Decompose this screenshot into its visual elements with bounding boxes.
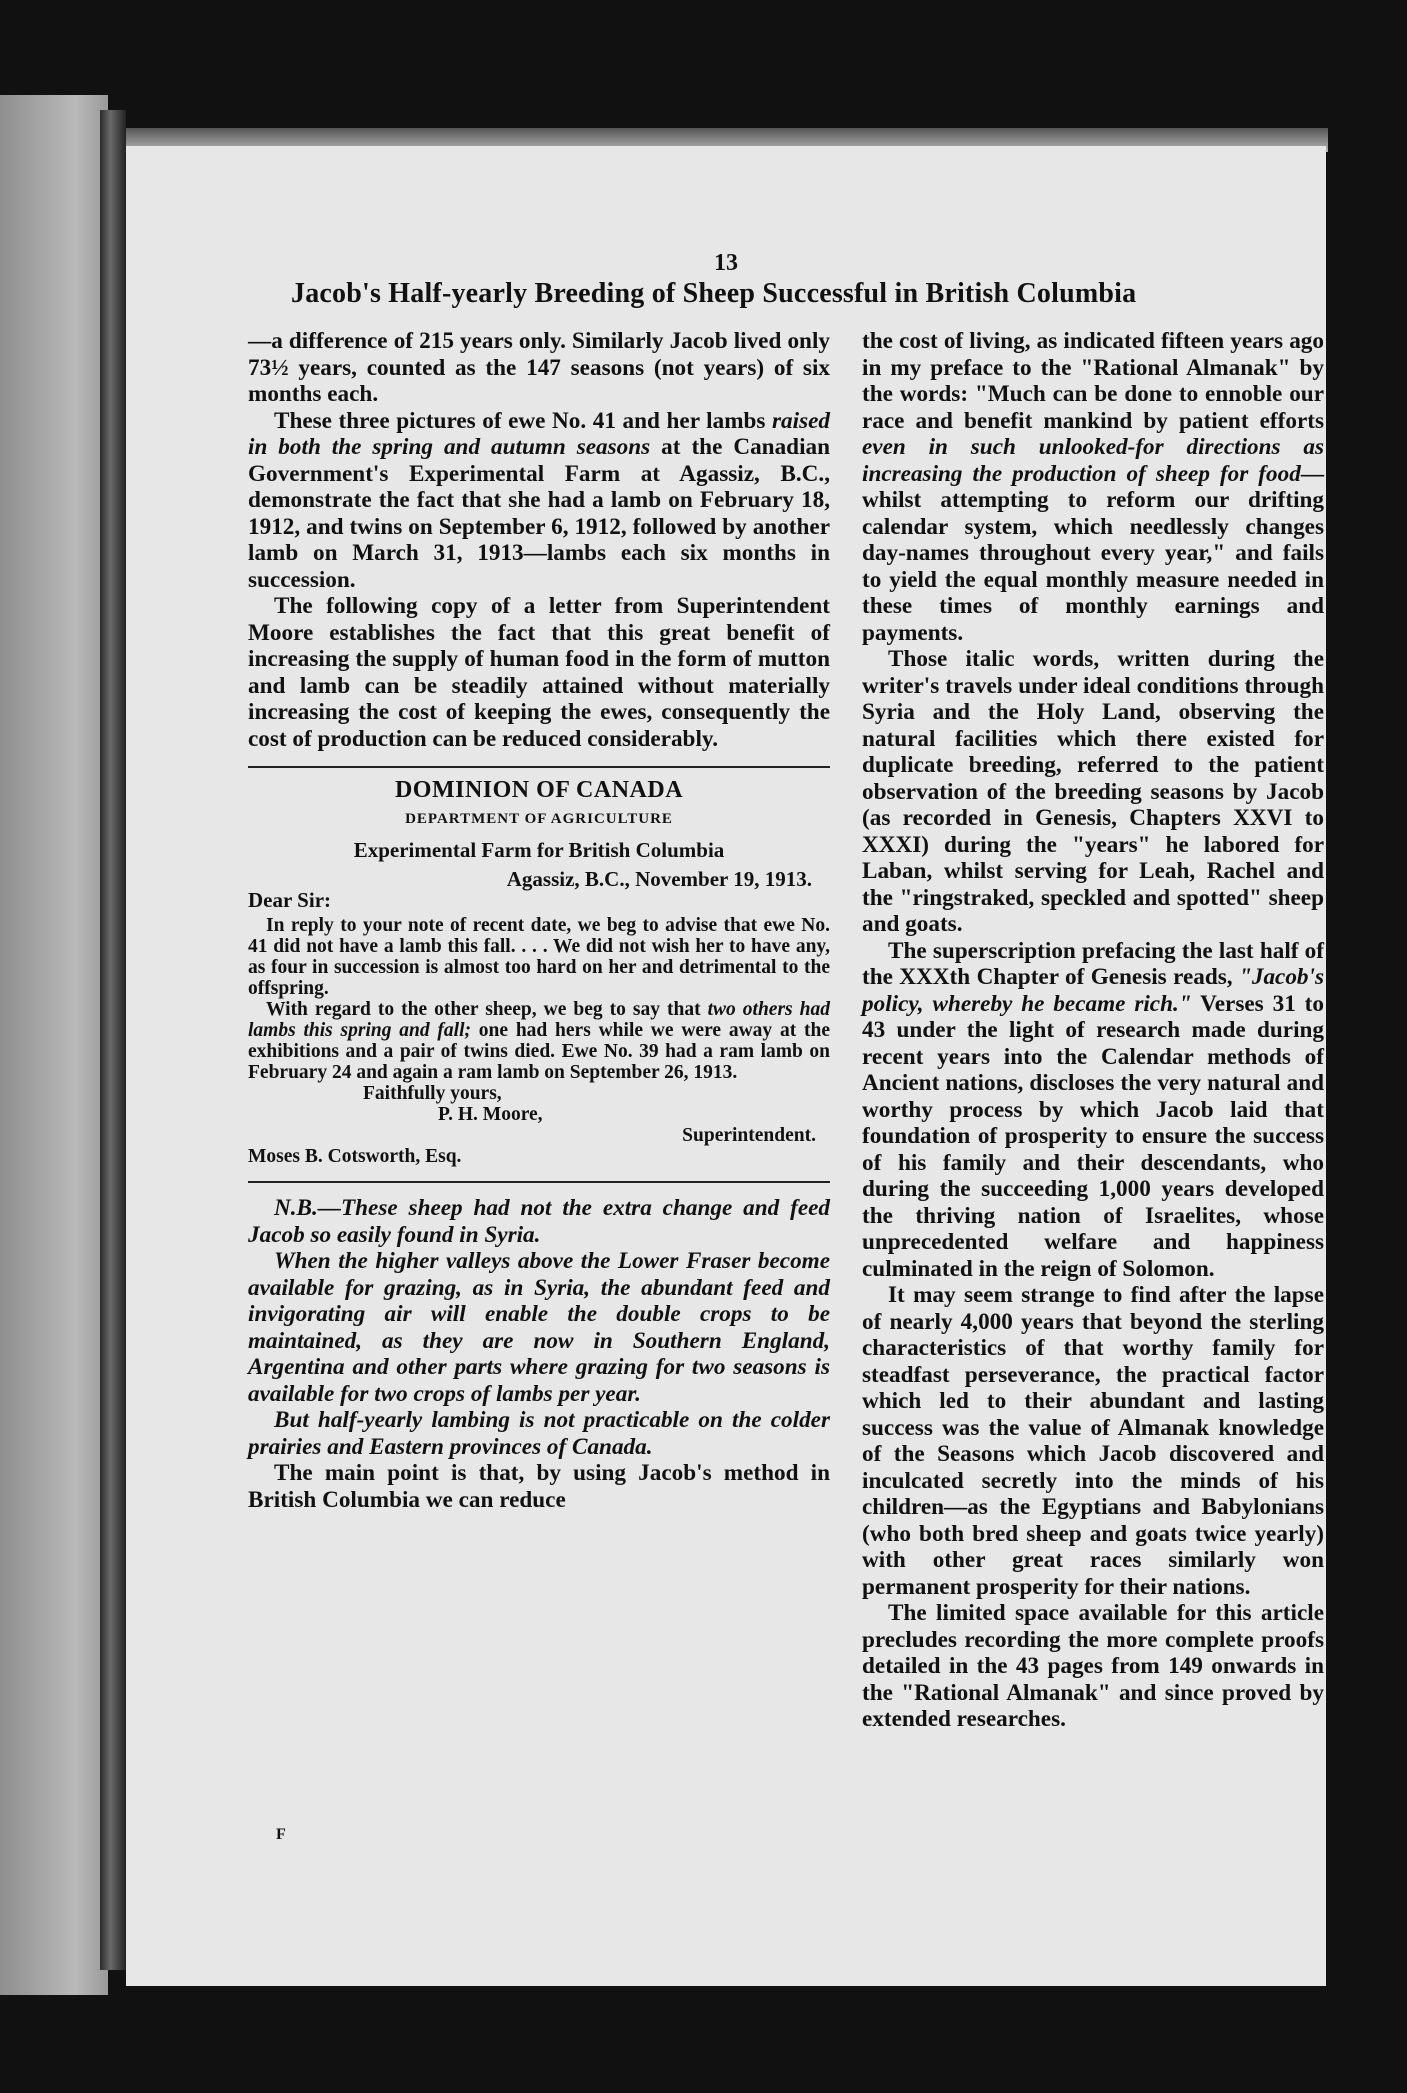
letter (248, 777, 830, 1167)
paragraph: It may seem strange to find after the lapse of nearly 4,000 years that beyond the sterling characteristics of that worthy family for steadfast perseverance, the practical factor which led to their abundant and lasting success was the value of Almanak knowledge of the Seasons which Jacob discovered and inculcated secretly into the minds of his children—as the Egyptians and Babylonians (who both bred sheep and goats twice yearly) with other great races similarly won permanent prosperity for their nations. (862, 1282, 1324, 1600)
letter-addressee: Moses B. Cotsworth, Esq. (248, 1146, 462, 1167)
note-paragraph: But half-yearly lambing is not practicable on the colder prairies and Eastern provinces of Canada. (248, 1407, 830, 1460)
italic-text: "Jacob's policy, whereby he became rich." (862, 964, 1324, 1017)
letter-signature: P. H. Moore, (438, 1104, 543, 1125)
paragraph: —a difference of 215 years only. Similarly Jacob lived only 73½ years, counted as the 147 seasons (not years) of six months each. (248, 328, 830, 407)
letter-closing: Faithfully yours, (363, 1083, 502, 1104)
paragraph: These three pictures of ewe No. 41 and her lambs raised in both the spring and autumn seasons at the Canadian Government's Experimental Farm at Agassiz, B.C., demonstrate the fact that she had a lamb on February 18, 1912, and twins on September 6, 1912, followed by another lamb on March 31, 1913—lambs each six months in succession. (248, 407, 831, 593)
letter-heading: DOMINION OF CANADA (394, 777, 684, 803)
paragraph: The superscription prefacing the last half of the XXXth Chapter of Genesis reads, "Jacob's policy, whereby he became rich." Verses 31 to 43 under the light of research made during recent years into the Calendar methods of Ancient nations, discloses the very natural and worthy process by which Jacob laid that foundation of prosperity to ensure the success of his family and their descendants, who during the succeeding 1,000 years developed the thriving nation of Israelites, whose unprecedented welfare and happiness culminated in the reign of Solomon. (862, 937, 1324, 1282)
letter-body: With regard to the other sheep, we beg to say that two others had lambs this spring and fall; one had hers while we were away at the exhibitions and a pair of twins died. Ewe No. 39 had a ram lamb on February 24 and again a ram lamb on September 26, 1913. (248, 999, 830, 1083)
document-page (126, 146, 1326, 1986)
left-column (248, 328, 830, 1513)
italic-text: raised in both the spring and autumn seasons (248, 407, 830, 460)
letter-farm: Experimental Farm for British Columbia (353, 838, 725, 862)
letter-signature-title: Superintendent. (682, 1125, 816, 1146)
divider (248, 1181, 830, 1183)
footer-signature-mark: F (276, 1826, 286, 1843)
page-title: Jacob's Half-yearly Breeding of Sheep Successful in British Columbia (291, 278, 1137, 309)
right-column (862, 328, 1324, 1733)
page-number: 13 (714, 250, 738, 276)
letter-salutation: Dear Sir: (248, 888, 332, 912)
letter-body: In reply to your note of recent date, we beg to advise that ewe No. 41 did not have a lamb this fall. . . . We did not wish her to have any, as four in succession is almost too hard on her and detrimental to the offspring. (248, 915, 830, 999)
paragraph: The following copy of a letter from Superintendent Moore establishes the fact that this great benefit of increasing the supply of human food in the form of mutton and lamb can be steadily attained without materially increasing the cost of keeping the ewes, consequently the cost of production can be reduced considerably. (248, 593, 830, 752)
book-spine (100, 110, 126, 1970)
paragraph: The limited space available for this article precludes recording the more complete proofs detailed in the 43 pages from 149 onwards in the "Rational Almanak" and since proved by extended researches. (862, 1600, 1324, 1732)
note-paragraph: N.B.—These sheep had not the extra change and feed Jacob so easily found in Syria. (248, 1195, 830, 1248)
italic-text: two others had lambs this spring and fall; (248, 999, 830, 1041)
facing-page-edge (0, 95, 108, 1995)
letter-department: DEPARTMENT OF AGRICULTURE (405, 811, 673, 827)
letter-date: Agassiz, B.C., November 19, 1913. (506, 867, 812, 891)
italic-text: even in such unlooked-for directions as increasing the production of sheep for food (862, 434, 1324, 487)
paragraph: the cost of living, as indicated fifteen years ago in my preface to the "Rational Almanak" by the words: "Much can be done to ennoble our race and benefit mankind by patient efforts even in such unlooked-for directions as increasing the production of sheep for food—whilst attempting to reform our drifting calendar system, which needlessly changes day-names throughout every year," and fails to yield the equal monthly measure needed in these times of monthly earnings and payments. (862, 328, 1324, 646)
paragraph: The main point is that, by using Jacob's method in British Columbia we can reduce (248, 1460, 830, 1513)
paragraph: Those italic words, written during the writer's travels under ideal conditions through Syria and the Holy Land, observing the natural facilities which there existed for duplicate breeding, referred to the patient observation of the breeding seasons by Jacob (as recorded in Genesis, Chapters XXVI to XXXI) during the "years" he labored for Laban, whilst serving for Leah, Rachel and the "ringstraked, speckled and spotted" sheep and goats. (862, 646, 1324, 937)
divider (248, 766, 830, 768)
note-paragraph: When the higher valleys above the Lower Fraser become available for grazing, as in Syria, the abundant feed and invigorating air will enable the double crops to be maintained, as they are now in Southern England, Argentina and other parts where grazing for two seasons is available for two crops of lambs per year. (248, 1248, 830, 1407)
